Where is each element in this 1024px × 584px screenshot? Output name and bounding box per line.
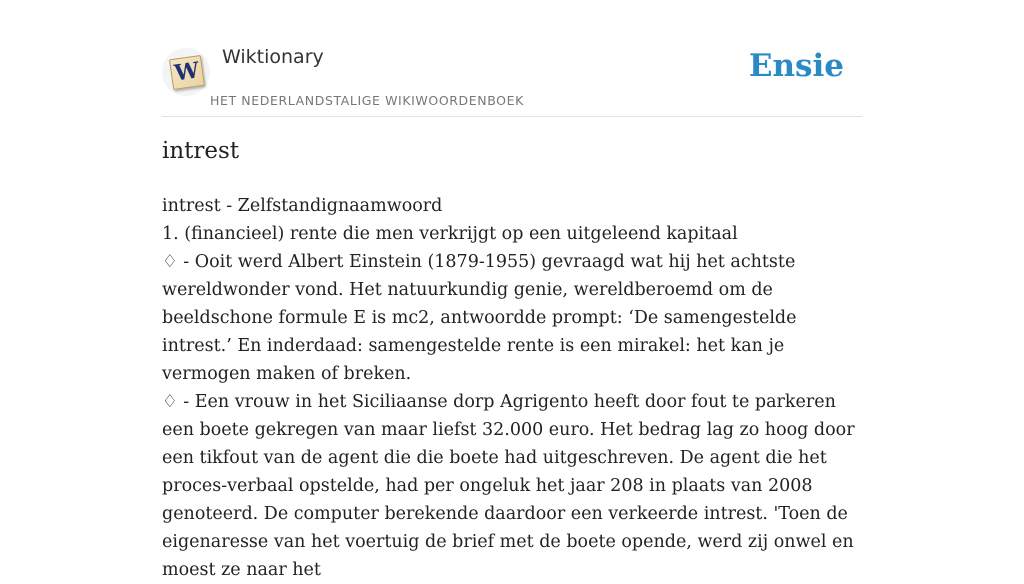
wiktionary-logo-icon: W bbox=[169, 55, 205, 90]
page-title: intrest bbox=[162, 138, 240, 164]
site-header bbox=[162, 40, 862, 117]
example-text: ♢ - Ooit werd Albert Einstein (1879-1955) gevraagd wat hij het achtste wereldwonder vond. Het natuurkundig genie, wereldberoemd om de beeldschone formule E is mc2, antwoordde prompt: ‘De samengestelde intrest.’ En inderdaad: samengestelde rente is een mirakel: het kan je vermogen maken of breken. bbox=[162, 252, 797, 384]
site-tagline: HET NEDERLANDSTALIGE WIKIWOORDENBOEK bbox=[210, 93, 524, 108]
example-text: ♢ - Een vrouw in het Siciliaanse dorp Agrigento heeft door fout te parkeren een boete gekregen van maar liefst 32.000 euro. Het bedrag lag zo hoog door een tikfout van de agent die die boete had uitgeschreven. De agent die het proces-verbaal opstelde, had per ongeluk het jaar 208 in plaats van 2008 genoteerd. De computer berekende daardoor een verkeerde intrest. 'Toen de eigenaresse van het voertuig de brief met de boete opende, werd zij onwel en moest ze naar het bbox=[162, 392, 855, 580]
wiktionary-logo[interactable] bbox=[162, 48, 210, 96]
ensie-brand-logo[interactable]: Ensie bbox=[748, 48, 844, 84]
definition: 1. (financieel) rente die men verkrijgt op een uitgeleend kapitaal bbox=[162, 224, 738, 244]
word-type: intrest - Zelfstandignaamwoord bbox=[162, 196, 443, 216]
entry-content bbox=[162, 192, 862, 584]
site-name[interactable]: Wiktionary bbox=[222, 46, 324, 68]
